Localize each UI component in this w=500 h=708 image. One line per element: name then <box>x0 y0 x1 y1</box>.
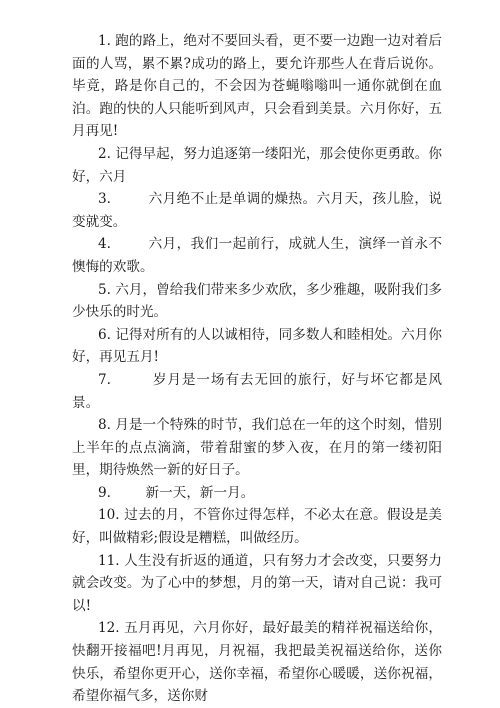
document-body <box>72 30 442 708</box>
paragraph-8: 8. 月是一个特殊的时节，我们总在一年的这个时刻，惜别上半年的点点滴滴，带着甜蜜的梦入夜，在月的第一缕初阳里，期待焕然一新的好日子。 <box>72 417 442 479</box>
paragraph-12: 12. 五月再见，六月你好，最好最美的精祥祝福送给你，快翻开接福吧!月再见，月祝福，我把最美祝福送给你，送你快乐，希望你更开心，送你幸福，希望你心暖暖，送你祝福，希望你福气多，送你财 <box>72 620 442 705</box>
paragraph-11: 11. 人生没有折返的通道，只有努力才会改变，只要努力就会改变。为了心中的梦想，月的第一天，请对自己说：我可以! <box>72 552 442 614</box>
paragraph-3: 3. 六月绝不止是单调的燥热。六月天，孩儿脸，说变就变。 <box>72 191 442 230</box>
paragraph-5: 5. 六月，曾给我们带来多少欢欣，多少雅趣，吸附我们多少快乐的时光。 <box>72 281 442 321</box>
paragraph-7: 7. 岁月是一场有去无回的旅行，好与坏它都是风景。 <box>72 371 442 411</box>
paragraph-2: 2. 记得早起，努力追逐第一缕阳光，那会使你更勇敢。你好，六月 <box>72 145 442 185</box>
paragraph-1: 1. 跑的路上，绝对不要回头看，更不要一边跑一边对着后面的人骂，累不累?成功的路上，要允许那些人在背后说你。毕竟，路是你自己的，不会因为苍蝇嗡嗡叫一通你就倒在血泊。跑的快的人只能听到风声，只会看到美景。六月你好，五月再见! <box>72 33 442 140</box>
paragraph-6: 6. 记得对所有的人以诚相待，同多数人和睦相处。六月你好，再见五月! <box>72 326 442 366</box>
paragraph-9: 9. 新一天，新一月。 <box>98 484 255 501</box>
paragraph-4: 4. 六月，我们一起前行，成就人生，演绎一首永不懊悔的欢歌。 <box>72 236 442 275</box>
paragraph-10: 10. 过去的月，不管你过得怎样，不必太在意。假设是美好，叫做精彩;假设是糟糕，叫做经历。 <box>72 507 442 547</box>
